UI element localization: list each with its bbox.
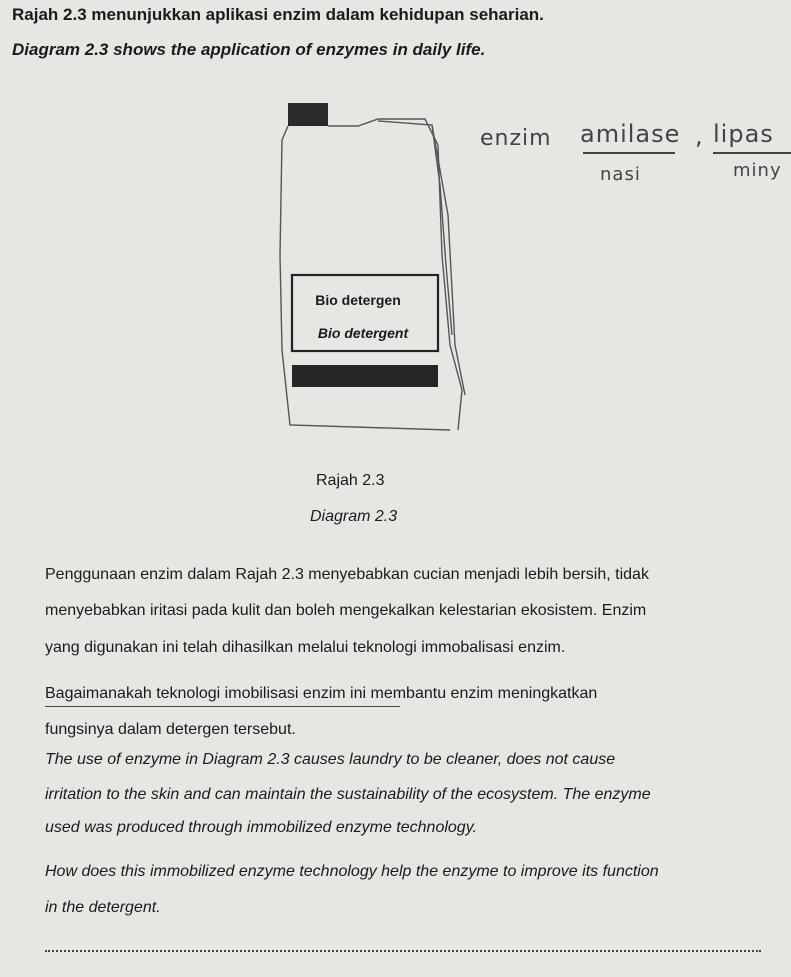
question-underline	[45, 706, 400, 707]
paragraph-english-line-3: used was produced through immobilized enzyme technology.	[45, 819, 477, 836]
paragraph-english-line-2: irritation to the skin and can maintain the sustainability of the ecosystem. The enzyme	[45, 786, 651, 803]
paragraph-malay-line-1: Penggunaan enzim dalam Rajah 2.3 menyebabkan cucian menjadi lebih bersih, tidak	[45, 566, 649, 583]
answer-line[interactable]	[45, 950, 761, 952]
bottle-cap	[288, 103, 328, 126]
handwritten-note-rice: nasi	[600, 164, 641, 185]
handwritten-note-oil: miny	[733, 160, 782, 181]
paragraph-english-line-1: The use of enzyme in Diagram 2.3 causes laundry to be cleaner, does not cause	[45, 751, 616, 768]
label-english: Bio detergent	[317, 325, 409, 341]
handwritten-answer-lipase: lipas	[713, 120, 774, 148]
question-malay-line-2: fungsinya dalam detergen tersebut.	[45, 721, 296, 738]
handwritten-separator: ,	[695, 122, 704, 150]
question-english-line-1: How does this immobilized enzyme technology help the enzyme to improve its function	[45, 863, 659, 880]
figure-caption-english: Diagram 2.3	[310, 508, 398, 525]
heading-english: Diagram 2.3 shows the application of enzymes in daily life.	[12, 40, 486, 59]
paragraph-malay-line-2: menyebabkan iritasi pada kulit dan boleh mengekalkan kelestarian ekosistem. Enzim	[45, 602, 647, 619]
paragraph-malay-line-3: yang digunakan ini telah dihasilkan melalui teknologi immobalisasi enzim.	[45, 639, 566, 656]
handwritten-prefix: enzim	[480, 126, 552, 151]
question-malay-line-1: Bagaimanakah teknologi imobilisasi enzim ini membantu enzim meningkatkan	[45, 685, 598, 702]
detergent-bottle-illustration	[260, 95, 475, 440]
handwritten-underline-1	[583, 152, 675, 154]
question-english-line-2: in the detergent.	[45, 899, 161, 916]
heading-malay: Rajah 2.3 menunjukkan aplikasi enzim dalam kehidupan seharian.	[12, 5, 544, 24]
handwritten-underline-2	[713, 152, 791, 154]
label-malay: Bio detergen	[315, 292, 401, 308]
figure-caption-malay: Rajah 2.3	[316, 472, 385, 489]
handwritten-answer-amilase: amilase	[580, 120, 681, 148]
label-bar	[292, 365, 438, 387]
